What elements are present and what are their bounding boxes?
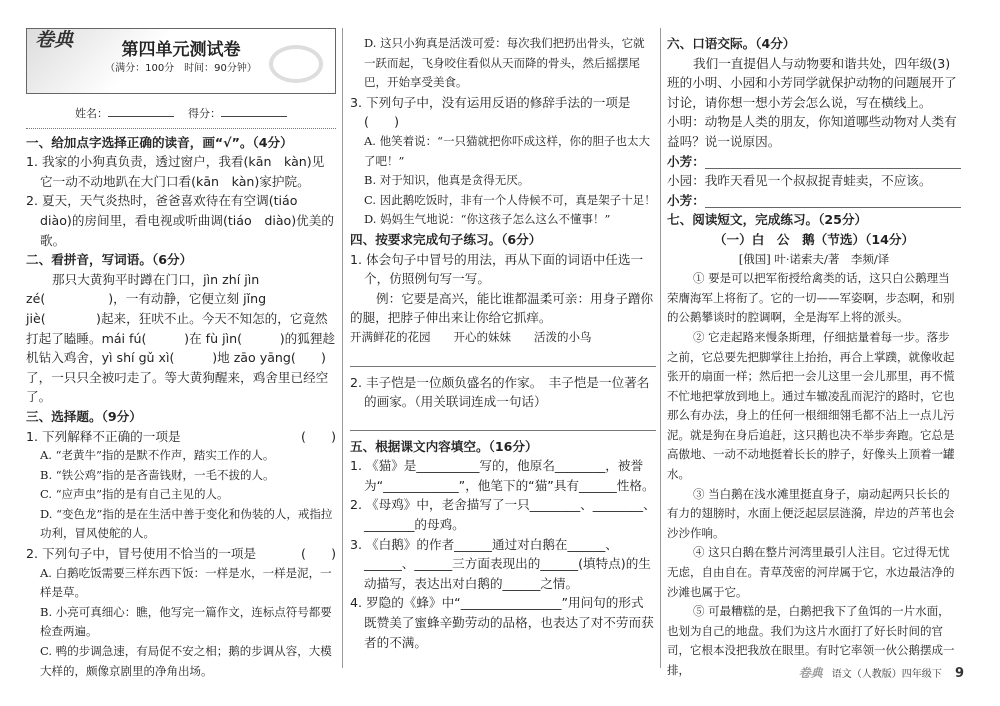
- paragraph-4: ④ 这只白鹅在整片河湾里最引人注目。它过得无忧无虑，自由自在。青草茂密的河岸属于它，水边最洁净的沙滩也属于它。: [667, 545, 955, 599]
- paragraph-1: ① 要是可以把军衔授给禽类的话，这只白公鹅理当荣膺海军上将衔了。它的一切——军姿啊，步态啊，和别的公鹅攀谈时的腔调啊，全是海军上将的派头。: [667, 271, 955, 325]
- option-b: B. 小亮可真细心：瞧，他写完一篇作文，连标点符号都要检查两遍。: [40, 604, 332, 639]
- right-column: [667, 34, 961, 681]
- answer-paren[interactable]: ( ): [300, 428, 336, 444]
- footer-text: 语文（人教版）四年级下: [831, 669, 942, 680]
- s4-question-2: 2. 丰子恺是一位颇负盛名的作家。 丰子恺是一位著名的画家。（用关联词连成一句话）: [350, 374, 650, 410]
- score-field[interactable]: [221, 104, 287, 117]
- cloud-icon: [269, 45, 323, 83]
- exam-meta: （满分：100分 时间：90分钟）: [105, 62, 257, 74]
- s5-question-3: 3. 《白鹅》的作者______通过对白鹅在______、______、______三方面表现出的______(填特点)的生动描写，表达出对白鹅的______之情。: [350, 536, 651, 591]
- middle-column: [350, 34, 656, 652]
- option-c: C. 因此鹅吃饭时，非有一个人侍候不可，真是架子十足！: [364, 192, 656, 207]
- brand-logo: 卷典: [35, 29, 74, 51]
- page-number: 9: [954, 666, 964, 681]
- footer-logo: 卷典: [798, 666, 823, 680]
- s1-question-2: 2. 夏天，天气炎热时，爸爸喜欢待在有空调(tiáo diào)的房间里，看电视或听曲调(tiáo diào)优美的歌。: [26, 193, 334, 248]
- header-box: [26, 28, 336, 94]
- divider: [26, 128, 336, 129]
- s4-word-choices: 开满鲜花的花园 开心的妹妹 活泼的小鸟: [350, 329, 592, 344]
- option-a: A. 白鹅吃饭需要三样东西下饭：一样是水，一样是泥，一样是草。: [40, 565, 332, 600]
- left-column: [26, 28, 336, 681]
- name-score-row: [26, 104, 336, 124]
- answer-line[interactable]: [350, 412, 656, 431]
- s6-prompt: 我们一直提倡人与动物要和谐共处，四年级(3)班的小明、小园和小芳同学就保护动物的问题展开了讨论，请你想一想小芳会怎么说，写在横线上。: [667, 55, 957, 110]
- s5-question-1: 1. 《猫》是__________写的，他原名________，被誉为“____________”，他笔下的“猫”具有______性格。: [350, 458, 655, 493]
- passage-author: [俄国] 叶·诺索夫/著 李频/译: [738, 251, 890, 266]
- page-title: 第四单元测试卷: [121, 40, 241, 60]
- s2-text: 那只大黄狗平时蹲在门口，jìn zhí jìn zé( )，一有动静，它便立刻 jǐng jiè( )起来，狂吠不止。今天不知怎的，它竟然打起了瞌睡。mái fú( )在 fù jìn( )的狐狸趁机钻入鸡舍，yì shí gǔ xì( )地 zāo yāng( )了，一只只全被叼走了。等大黄狗醒来，鸡舍里已经空了。: [26, 271, 336, 405]
- option-b: B. 对于知识，他真是贪得无厌。: [364, 173, 530, 188]
- option-c: C. “应声虫”指的是有自己主见的人。: [40, 487, 229, 502]
- name-field[interactable]: [108, 104, 174, 117]
- section-7-heading: 七、阅读短文，完成练习。（25分）: [667, 212, 868, 228]
- answer-line[interactable]: [705, 152, 961, 169]
- dialog-xiaoming: 小明：动物是人类的朋友，你知道哪些动物对人类有益吗？说一说原因。: [667, 114, 957, 149]
- s3-question-3: 3. 下列句子中，没有运用反语的修辞手法的一项是( ): [350, 94, 631, 130]
- dialog-xiaoyuan: 小园：我昨天看见一个叔叔捉青蛙卖，不应该。: [667, 173, 932, 189]
- section-6-heading: 六、口语交际。（4分）: [667, 36, 796, 51]
- s3-question-1: ( ) 1. 下列解释不正确的一项是: [26, 427, 336, 447]
- passage-title: （一）白 公 鹅（节选）（14分）: [713, 231, 915, 247]
- option-d: D. 这只小狗真是活泼可爱：每次我们把扔出骨头，它就一跃而起，飞身咬住看似从天而降的骨头，然后摇摆尾巴，开始享受美食。: [364, 36, 645, 90]
- column-divider: [660, 28, 661, 668]
- option-d: D. “变色龙”指的是在生活中善于变化和伪装的人，戒指拉功利，冒风使舵的人。: [40, 506, 333, 541]
- s5-question-4: 4. 罗隐的《蜂》中“________________”用问句的形式既赞美了蜜蜂辛勤劳动的品格，也表达了对不劳而获者的不满。: [350, 595, 654, 650]
- section-2-heading: 二、看拼音，写词语。（6分）: [26, 252, 193, 268]
- section-3-heading: 三、选择题。（9分）: [26, 408, 142, 424]
- score-label: 得分：: [188, 107, 221, 120]
- section-5-heading: 五、根据课文内容填空。（16分）: [350, 438, 538, 454]
- paragraph-2: ② 它走起路来慢条斯理，仔细掂量着每一步。落步之前，它总要先把脚掌往上抬抬，再合上掌蹼，就像收起张开的扇面一样；然后把一会儿这里一会儿那里，再不慌不忙地把掌放到地上。通过车辙凌乱而泥泞的路时，它也那么有办法，身上的任何一根细细翎毛都不沾上一点儿污泥。就是狗在身后追赶，这只鹅也决不举步奔跑。它总是高傲地、一动不动地挺着长长的脖子，好像头上顶着一罐水。: [667, 329, 955, 482]
- paragraph-5: ⑤ 可最糟糕的是，白鹅把我下了鱼饵的一片水面，也划为自己的地盘。我们为这片水面打了好长时间的官司，它根本没把我放在眼里。有时它率领一伙公鹅摆成一排，: [667, 604, 955, 677]
- option-c: C. 鸭的步调急速，有局促不安之相；鹅的步调从容，大模大样的，颇像京剧里的净角出场。: [40, 644, 332, 678]
- s4-example: 例：它要是高兴，能比谁都温柔可亲：用身子蹭你的腿，把脖子伸出来让你给它抓痒。: [350, 290, 654, 326]
- s5-question-2: 2. 《母鸡》中，老舍描写了一只________、________、________的母鸡。: [350, 497, 656, 533]
- paragraph-3: ③ 当白鹅在浅水滩里挺直身子，扇动起两只长长的有力的翅膀时，水面上便泛起层层涟漪，岸边的芦苇也会沙沙作响。: [667, 486, 955, 540]
- answer-line[interactable]: [350, 348, 656, 367]
- option-b: B. “铁公鸡”指的是吝啬钱财，一毛不拔的人。: [40, 467, 275, 482]
- name-label: 姓名：: [75, 107, 108, 120]
- option-d: D. 妈妈生气地说：“你这孩子怎么这么不懂事！”: [364, 212, 611, 227]
- section-4-heading: 四、按要求完成句子练习。（6分）: [350, 231, 542, 247]
- page-footer: [799, 664, 964, 685]
- answer-line[interactable]: [705, 191, 961, 208]
- s3-question-2: ( ) 2. 下列句子中，冒号使用不恰当的一项是: [26, 544, 336, 564]
- option-a: A. “老黄牛”指的是默不作声，踏实工作的人。: [40, 448, 275, 463]
- section-1-heading: 一、给加点字选择正确的读音，画“√”。（4分）: [26, 134, 293, 150]
- column-divider: [342, 28, 343, 668]
- dialog-xiaofang: 小芳：: [667, 152, 961, 172]
- option-a: A. 他笑着说：“一只猫就把你吓成这样，你的胆子也太大了吧！”: [364, 133, 650, 168]
- s4-question-1: 1. 体会句子中冒号的用法，再从下面的词语中任选一个，仿照例句写一写。: [350, 251, 644, 287]
- dialog-xiaofang: 小芳：: [667, 191, 961, 211]
- answer-paren[interactable]: ( ): [300, 546, 336, 562]
- s1-question-1: 1. 我家的小狗真负责，透过窗户，我看(kān kàn)见它一动不动地趴在大门口看(kān kàn)家护院。: [26, 154, 325, 189]
